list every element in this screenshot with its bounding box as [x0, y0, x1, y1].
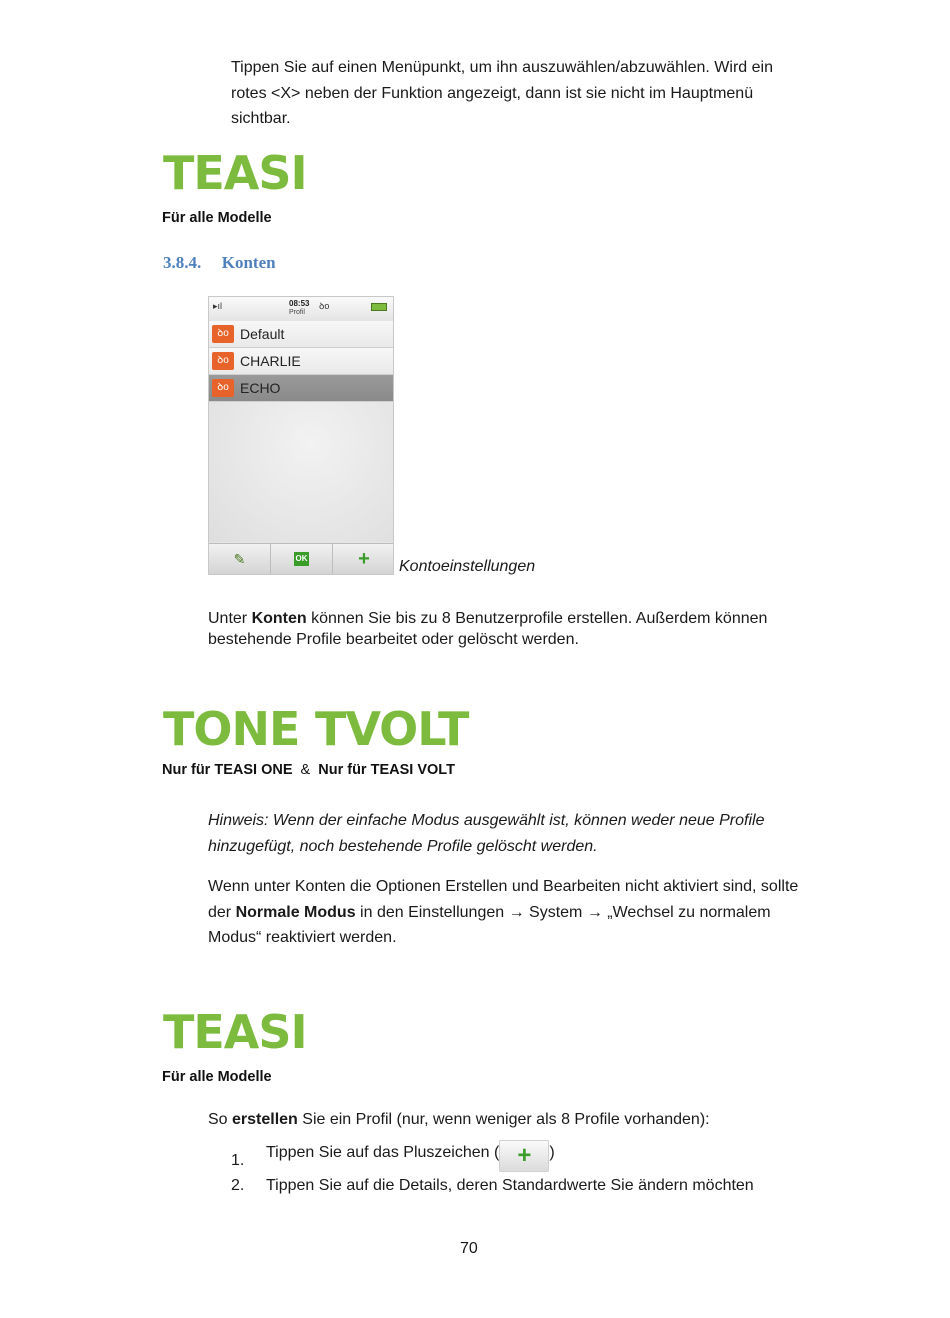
- text: hinzugefügt, noch bestehende Profile gelöscht werden.: [208, 837, 598, 855]
- text: Unter: [208, 610, 252, 627]
- figure-caption: Kontoeinstellungen: [399, 558, 536, 575]
- status-bar: [209, 297, 393, 321]
- bold-term: Normale Modus: [235, 903, 356, 921]
- intro-line-2: rotes <X> neben der Funktion angezeigt, dann ist sie nicht im Hauptmenü: [231, 84, 754, 102]
- tvolt-logo: TVOLT: [315, 702, 469, 756]
- pencil-icon: ✎: [233, 551, 246, 567]
- bike-icon: ꝺo: [212, 325, 234, 343]
- section-heading: [163, 253, 276, 273]
- profile-row-echo[interactable]: [209, 375, 393, 402]
- teasi-logo: TEASI: [163, 146, 307, 200]
- bike-icon: ꝺo: [212, 352, 234, 370]
- logo-caption: Für alle Modelle: [162, 1069, 272, 1085]
- add-button[interactable]: [333, 544, 394, 574]
- hinweis-note: [208, 808, 764, 859]
- text: Sie ein Profil (nur, wenn weniger als 8 Profile vorhanden):: [297, 1111, 710, 1128]
- step-number: 1.: [231, 1152, 245, 1169]
- text: bestehende Profile bearbeitet oder gelöscht werden.: [208, 631, 579, 648]
- create-paragraph: [208, 1107, 710, 1133]
- intro-line-1: Tippen Sie auf einen Menüpunkt, um ihn auszuwählen/abzuwählen. Wird ein: [231, 59, 773, 76]
- step-number: 2.: [231, 1177, 245, 1194]
- ok-label: OK: [294, 552, 309, 566]
- page-number: 70: [460, 1240, 478, 1257]
- intro-line-3: sichtbar.: [231, 110, 291, 127]
- screen-title: Profil: [289, 309, 305, 316]
- caption-one: Nur für TEASI ONE: [162, 762, 293, 778]
- models-caption: [162, 762, 455, 778]
- profile-row-default[interactable]: [209, 321, 393, 348]
- text: können Sie bis zu 8 Benutzerprofile erstellen. Außerdem können: [306, 610, 768, 627]
- device-toolbar: [209, 543, 393, 574]
- text: Hinweis: Wenn der einfache Modus ausgewählt ist, können weder neue Profile: [208, 812, 765, 829]
- text: So: [208, 1111, 233, 1128]
- bold-term: erstellen: [232, 1111, 298, 1128]
- text: Modus“ reaktiviert werden.: [208, 929, 397, 946]
- ampersand: &: [300, 762, 311, 778]
- status-time: 08:53: [289, 299, 310, 308]
- bike-icon: ꝺo: [319, 301, 330, 311]
- profile-row-charlie[interactable]: [209, 348, 393, 375]
- text: ): [549, 1144, 555, 1161]
- section-number: 3.8.4.: [163, 253, 202, 272]
- text: in den Einstellungen → System → „Wechsel zu normalem: [355, 903, 771, 921]
- profile-label: CHARLIE: [240, 353, 301, 369]
- profile-label: Default: [240, 326, 285, 342]
- intro-paragraph: [231, 55, 773, 132]
- modus-paragraph: [208, 874, 798, 951]
- tone-logo: TONE: [163, 702, 300, 756]
- text: Tippen Sie auf das Pluszeichen (: [266, 1144, 500, 1161]
- plus-icon: +: [358, 548, 370, 570]
- profile-label: ECHO: [240, 380, 281, 396]
- section-title: Konten: [221, 253, 276, 272]
- battery-icon: [371, 303, 387, 311]
- text: der: [208, 903, 236, 921]
- edit-button[interactable]: [209, 544, 271, 574]
- device-screenshot: [208, 296, 394, 575]
- plus-button-icon: +: [499, 1140, 549, 1172]
- bike-icon: ꝺo: [212, 379, 234, 397]
- teasi-logo: TEASI: [163, 1005, 307, 1059]
- step-2: Tippen Sie auf die Details, deren Standardwerte Sie ändern möchten: [266, 1177, 754, 1194]
- bold-term: Konten: [251, 610, 307, 627]
- caption-volt: Nur für TEASI VOLT: [318, 762, 455, 778]
- konten-paragraph: [208, 608, 767, 650]
- logo-caption: Für alle Modelle: [162, 210, 272, 226]
- text: Wenn unter Konten die Optionen Erstellen und Bearbeiten nicht aktiviert sind, sollte: [208, 878, 799, 895]
- signal-icon: ▸ıl: [213, 301, 223, 311]
- ok-button[interactable]: [271, 544, 333, 574]
- step-1: [266, 1132, 555, 1174]
- list-background: [209, 402, 393, 542]
